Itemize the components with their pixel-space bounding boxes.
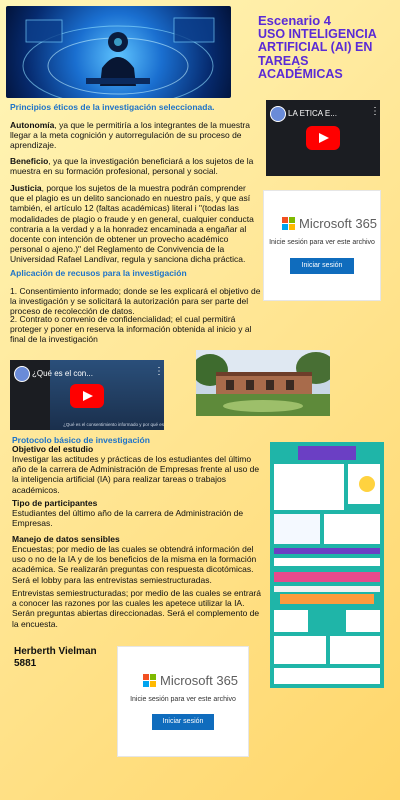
research-infographic <box>270 442 384 688</box>
benefit-text: , ya que la investigación beneficiará a los sujetos de la muestra en su formación profesional, personal y social. <box>10 156 254 177</box>
benefit-term: Beneficio <box>10 156 49 166</box>
microsoft-logo-icon <box>143 674 156 687</box>
page-title-block <box>258 14 393 82</box>
sign-in-button[interactable]: Iniciar sesión <box>152 714 214 730</box>
video-caption: ¿Qué es el consentimiento informado y por qué es <box>63 422 164 427</box>
resources-heading: Aplicación de recusos para la investigación <box>10 268 187 278</box>
justice-text: , porque los sujetos de la muestra podrán comprender que el plagio es un delito sancionado en nuestro país, y que así también, el artículo 12 (faltas académicas) literal i "(todas las modalidades de plagio o fraude y en general, cualquier conducta contraria a la verdad y a la honradez encaminada a engañar al docente con intención de obtener un provecho académico personal o ajeno.)" del Reglamento de Convivencia de la Universidad Rafael Landívar, regula y sanciona dicha práctica. <box>10 183 254 265</box>
objective-heading: Objetivo del estudio <box>12 444 94 454</box>
ms365-message: Inicie sesión para ver este archivo <box>130 696 236 703</box>
video-embed-etica[interactable] <box>266 100 380 176</box>
play-button-icon[interactable] <box>306 126 340 150</box>
video-title: ¿Qué es el con... <box>32 369 93 378</box>
campus-photo <box>196 350 330 416</box>
ms365-brand: Microsoft 365 <box>299 216 378 231</box>
author-block <box>14 646 124 670</box>
resources-item-1: 1. Consentimiento informado; donde se les explicará el objetivo de la investigación y se solicitará la autorización para ser parte del proceso de recolección de datos. <box>10 286 261 317</box>
autonomy-paragraph <box>10 120 255 151</box>
channel-avatar <box>14 366 30 382</box>
ms365-embed-card <box>264 191 380 300</box>
author-id: 5881 <box>14 658 37 669</box>
data-text-interviews: Entrevistas semiestructuradas; por medio de las cuales se entrará a conocer las razones por las cuales les apetece utilizar la IA. Serán preguntas abiertas direccionadas. Será el complemento de la encuesta. <box>12 588 261 629</box>
autonomy-term: Autonomía <box>10 120 55 130</box>
justice-paragraph <box>10 183 260 265</box>
justice-term: Justicia <box>10 183 42 193</box>
microsoft-logo-icon <box>282 217 295 230</box>
more-options-icon[interactable]: ⋮ <box>370 106 380 117</box>
benefit-paragraph <box>10 156 255 176</box>
more-options-icon[interactable]: ⋮ <box>154 366 164 377</box>
video-title: LA ETICA E... <box>288 109 337 118</box>
ms365-message: Inicie sesión para ver este archivo <box>269 239 375 246</box>
participants-text: Estudiantes del último año de la carrera de Administración de Empresas. <box>12 508 244 529</box>
autonomy-text: , ya que le permitiría a los integrantes de la muestra llegar a la meta cognición y autorregulación de su proceso de aprendizaje. <box>10 120 250 151</box>
ai-robot-illustration <box>6 6 231 98</box>
protocol-heading: Protocolo básico de investigación <box>12 435 150 445</box>
play-button-icon[interactable] <box>70 384 104 408</box>
ms365-brand: Microsoft 365 <box>160 673 239 688</box>
author-name: Herberth Vielman <box>14 646 97 657</box>
ms365-embed-card <box>118 647 248 756</box>
sign-in-button[interactable]: Iniciar sesión <box>290 258 354 274</box>
data-text-surveys: Encuestas; por medio de las cuales se obtendrá información del uso o no de la IA y de los beneficios de la misma en la formación académica. Se realizarán preguntas con respuesta dicotómicas. Será el lobby para las entrevistas semiestructuradas. <box>12 544 257 585</box>
page-title: USO INTELIGENCIA ARTIFICIAL (AI) EN TAREAS ACADÉMICAS <box>258 26 377 81</box>
data-heading: Manejo de datos sensibles <box>12 534 120 544</box>
ethics-heading: Principios éticos de la investigación seleccionada. <box>10 102 215 112</box>
resources-item-2: 2. Contrato o convenio de confidencialidad; el cual permitirá proteger y poner en reserva la información obtenida al inicio y al final de la investigación <box>10 314 252 345</box>
scenario-label: Escenario 4 <box>258 13 331 28</box>
hero-ai-image <box>6 6 231 98</box>
objective-text: Investigar las actitudes y prácticas de los estudiantes del último año de la carrera de Administración de Empresas frente al uso de la inteligencia artificial (IA) para realizar tareas o trabajos académicos. <box>12 454 260 495</box>
video-embed-consentimiento[interactable] <box>10 360 164 430</box>
participants-heading: Tipo de participantes <box>12 498 98 508</box>
channel-avatar <box>270 106 286 122</box>
